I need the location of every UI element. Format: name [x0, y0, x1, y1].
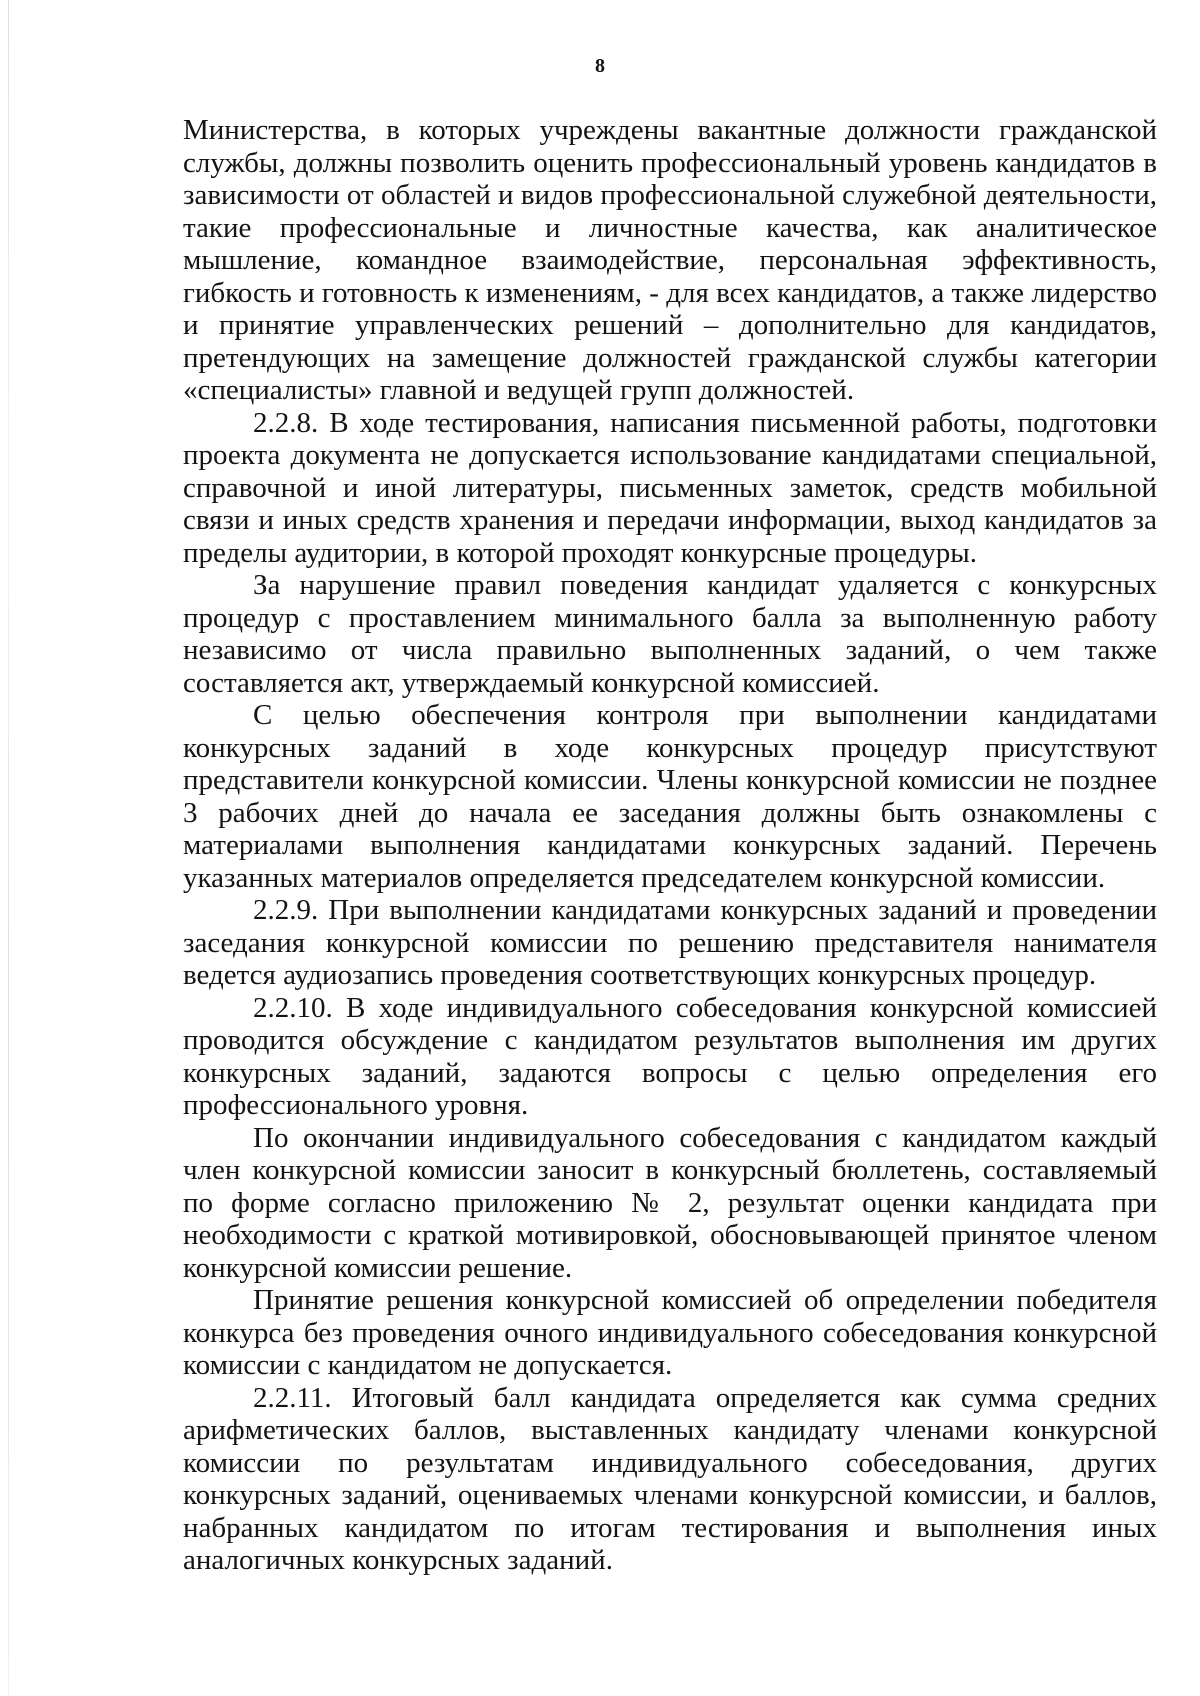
paragraph-2-2-8: 2.2.8. В ходе тестирования, написания письменной работы, подготовки проекта документа не допускается использование кандидатами специальной, справочной и иной литературы, письменных заметок, средств мобильной связи и иных средств хранения и передачи информации, выход кандидатов за пределы аудитории, в которой проходят конкурсные процедуры. — [183, 406, 1157, 569]
paragraph-2-2-10: 2.2.10. В ходе индивидуального собеседования конкурсной комиссией проводится обсуждение с кандидатом результатов выполнения им других конкурсных заданий, задаются вопросы с целью определения его профессионального уровня. — [183, 991, 1157, 1121]
paragraph-continuation: Министерства, в которых учреждены вакантные должности гражданской службы, должны позволить оценить профессиональный уровень кандидатов в зависимости от областей и видов профессиональной служебной деятельности, такие профессиональные и личностные качества, как аналитическое мышление, командное взаимодействие, персональная эффективность, гибкость и готовность к изменениям, - для всех кандидатов, а также лидерство и принятие управленческих решений – дополнительно для кандидатов, претендующих на замещение должностей гражданской службы категории «специалисты» главной и ведущей групп должностей. — [183, 114, 1157, 406]
scan-edge-line — [8, 0, 9, 1696]
paragraph-2-2-11: 2.2.11. Итоговый балл кандидата определяется как сумма средних арифметических баллов, выставленных кандидату членами конкурсной комиссии по результатам индивидуального собеседования, других конкурсных заданий, оцениваемых членами конкурсной комиссии, и баллов, набранных кандидатом по итогам тестирования и выполнения иных аналогичных конкурсных заданий. — [183, 1381, 1157, 1576]
page-number: 8 — [595, 55, 605, 77]
paragraph-2-2-9: 2.2.9. При выполнении кандидатами конкурсных заданий и проведении заседания конкурсной комиссии по решению представителя нанимателя ведется аудиозапись проведения соответствующих конкурсных процедур. — [183, 894, 1157, 991]
paragraph-control: С целью обеспечения контроля при выполнении кандидатами конкурсных заданий в ходе конкурсных процедур присутствуют представители конкурсной комиссии. Члены конкурсной комиссии не позднее 3 рабочих дней до начала ее заседания должны быть ознакомлены с материалами выполнения кандидатами конкурсных заданий. Перечень указанных материалов определяется председателем конкурсной комиссии. — [183, 699, 1157, 894]
paragraph-rule-violation: За нарушение правил поведения кандидат удаляется с конкурсных процедур с проставлением минимального балла за выполненную работу независимо от числа правильно выполненных заданий, о чем также составляется акт, утверждаемый конкурсной комиссией. — [183, 569, 1157, 699]
document-body — [183, 114, 1157, 1577]
paragraph-ballot: По окончании индивидуального собеседования с кандидатом каждый член конкурсной комиссии заносит в конкурсный бюллетень, составляемый по форме согласно приложению № 2, результат оценки кандидата при необходимости с краткой мотивировкой, обосновывающей принятое членом конкурсной комиссии решение. — [183, 1121, 1157, 1284]
paragraph-decision: Принятие решения конкурсной комиссией об определении победителя конкурса без проведения очного индивидуального собеседования конкурсной комиссии с кандидатом не допускается. — [183, 1284, 1157, 1381]
